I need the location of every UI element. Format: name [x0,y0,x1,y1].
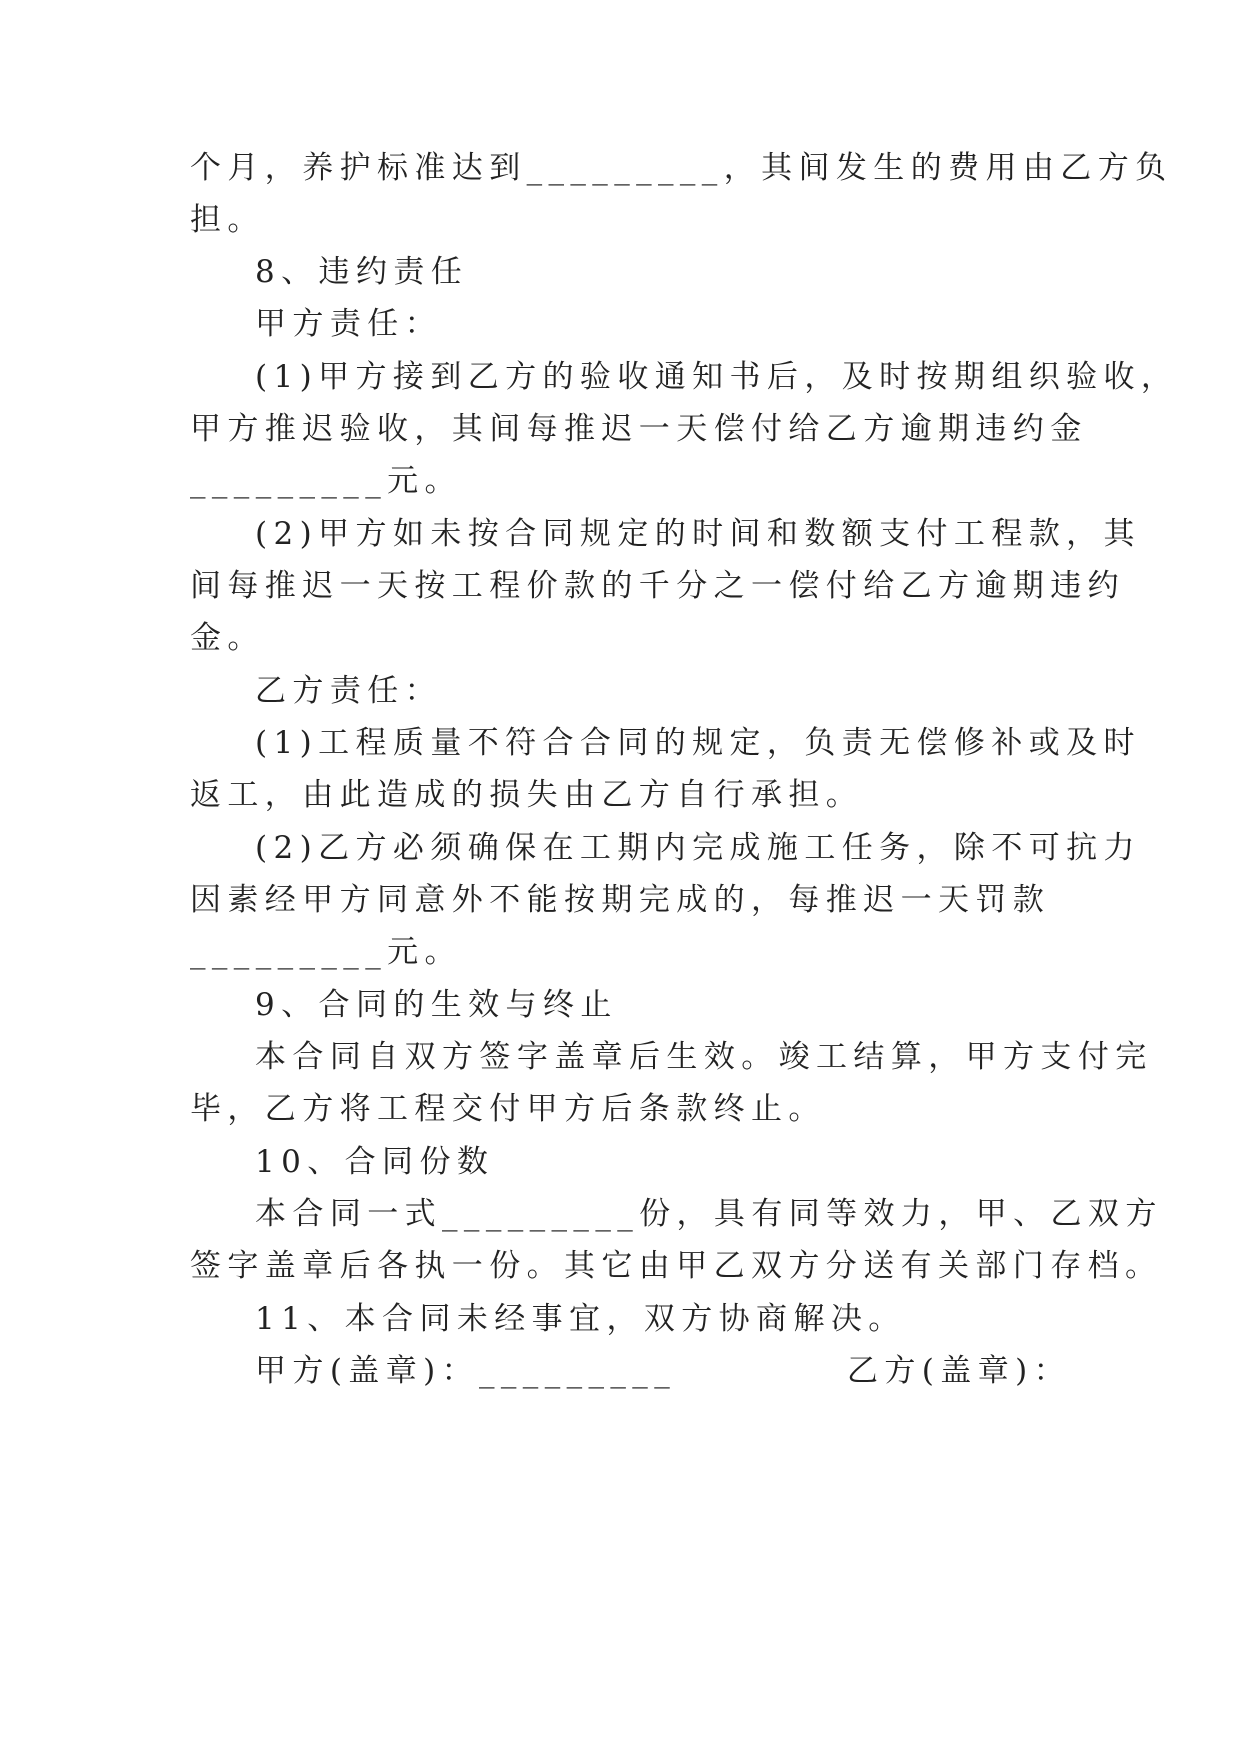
signature-party-b: 乙方(盖章)： [847,1353,1071,1389]
text-line: 本合同一式_________份，具有同等效力，甲、乙双方 [190,1196,1163,1232]
text-line: 本合同自双方签字盖章后生效。竣工结算，甲方支付完 [190,1039,1153,1075]
text-line: (1)工程质量不符合合同的规定，负责无偿修补或及时 [190,725,1141,761]
subsection-heading: 甲方责任： [190,306,443,342]
text-line: 返工，由此造成的损失由乙方自行承担。 [190,777,864,813]
text-line: 毕，乙方将工程交付甲方后条款终止。 [190,1091,826,1127]
text-line: (2)乙方必须确保在工期内完成施工任务，除不可抗力 [190,830,1141,866]
text-line: (1)甲方接到乙方的验收通知书后，及时按期组织验收， [190,359,1179,395]
text-line: 甲方推迟验收，其间每推迟一天偿付给乙方逾期违约金 [190,411,1088,447]
text-line: 因素经甲方同意外不能按期完成的，每推迟一天罚款 [190,882,1051,918]
text-line: (2)甲方如未按合同规定的时间和数额支付工程款，其 [190,516,1141,552]
signature-party-a: 甲方(盖章)：_________ [190,1353,677,1389]
text-line: 间每推迟一天按工程价款的千分之一偿付给乙方逾期违约 [190,568,1125,604]
text-line: 签字盖章后各执一份。其它由甲乙双方分送有关部门存档。 [190,1248,1163,1284]
text-line: 金。 [190,620,265,656]
text-line: 11、本合同未经事宜，双方协商解决。 [190,1301,906,1337]
text-line: 个月，养护标准达到_________，其间发生的费用由乙方负 [190,150,1173,186]
section-heading: 8、违约责任 [190,254,469,290]
subsection-heading: 乙方责任： [190,673,443,709]
section-heading: 10、合同份数 [190,1144,495,1180]
text-line: 担。 [190,202,265,238]
text-line: _________元。 [190,463,462,499]
section-heading: 9、合同的生效与终止 [190,987,618,1023]
text-line: _________元。 [190,934,462,970]
